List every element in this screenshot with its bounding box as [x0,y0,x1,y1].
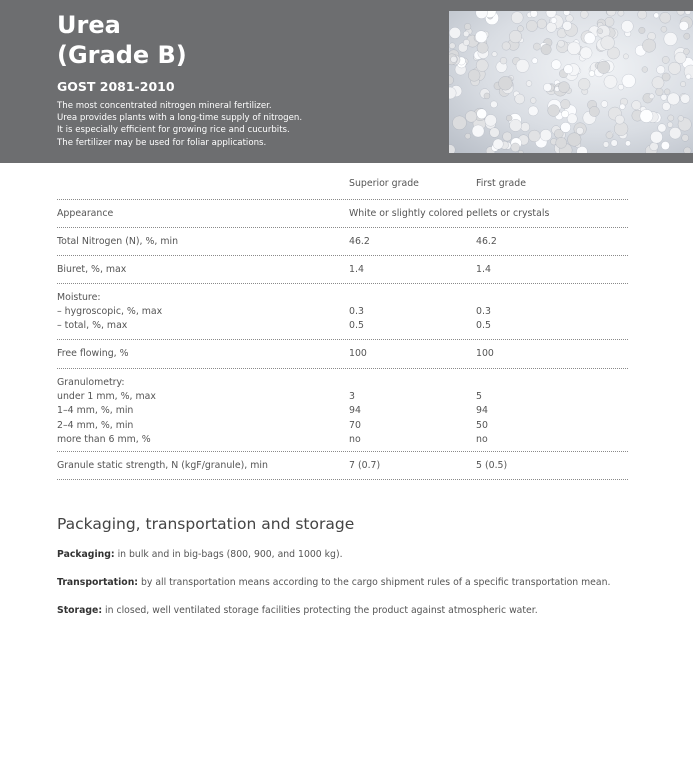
pellet-shape [625,141,630,146]
pellet-shape [601,36,615,50]
pellet-shape [511,143,520,152]
title-line-1: Urea [57,11,121,39]
pellet-shape [660,12,671,23]
pellet-shape [664,32,677,45]
pellet-shape [451,56,457,62]
urea-pellets-photo [449,11,693,153]
pellet-shape [468,70,480,82]
value-line: no [349,433,361,445]
pellet-shape [561,122,571,132]
pellet-shape [475,31,487,43]
value-first [476,376,488,447]
pellet-shape [679,21,688,30]
value-superior [349,376,361,447]
pellet-shape [580,47,592,59]
pellet-shape [604,75,617,88]
value-line: 46.2 [476,236,497,247]
pellet-shape [464,23,471,30]
pellet-shape [650,131,662,143]
pellet-shape [598,29,603,34]
value-line: 1.4 [349,264,364,275]
value-line [349,376,361,390]
description-line: It is especially efficient for growing rice and cucurbits. [57,125,290,136]
pellet-shape [563,21,572,30]
pellet-shape [490,128,500,138]
column-header-first: First grade [476,178,526,189]
pellet-shape [453,116,467,130]
value-line: 7 (0.7) [349,460,381,471]
pellet-shape [515,94,525,104]
pellet-shape [463,31,469,37]
packaging-text: in bulk and in big-bags (800, 900, and 1000 kg). [114,549,343,560]
pellet-shape [684,33,690,39]
pellet-shape [511,12,523,24]
pellet-shape [642,67,648,73]
pellet-shape [662,73,670,81]
pellet-shape [621,20,633,32]
description-line: The most concentrated nitrogen mineral fertilizer. [57,101,272,111]
row-label-line: Granulometry: [57,377,125,388]
pellet-shape [493,139,503,149]
pellet-shape [551,60,561,70]
table-row-biuret [57,255,628,284]
table-row-moisture [57,283,628,340]
value-first [476,263,491,277]
value-line: 5 [476,391,482,403]
pellet-shape [589,106,599,116]
pellet-shape [528,106,538,116]
pellet-shape [551,18,557,24]
pellet-shape [472,125,484,137]
pellet-shape [580,11,588,18]
pellet-shape [639,27,645,33]
value-first [476,291,491,334]
pellet-shape [611,140,618,147]
pellet-shape [682,134,689,141]
row-value-wide: White or slightly colored pellets or crystals [349,208,550,219]
value-line [349,291,364,305]
pellet-shape [449,43,455,49]
pellet-shape [603,142,609,148]
row-label-line: Total Nitrogen (N), %, min [57,236,179,247]
table-row-granule-strength [57,451,628,480]
pellet-shape [509,30,522,43]
row-label-line: Moisture: [57,292,101,303]
pellet-shape [506,115,512,121]
pellet-shape [521,122,530,131]
row-label-line: under 1 mm, %, max [57,391,156,403]
column-header-superior: Superior grade [349,178,419,189]
row-label-line: Free flowing, % [57,348,129,359]
pellet-shape [615,115,624,124]
pellet-shape [541,44,551,54]
transportation-paragraph [57,577,610,588]
pellet-shape [576,127,583,134]
title-line-2: (Grade B) [57,41,187,69]
pellet-shape [664,89,670,95]
pellet-shape [463,39,469,45]
pellet-shape [530,98,536,104]
value-line [476,291,491,305]
pellet-shape [667,122,673,128]
pellet-shape [640,109,653,122]
pellet-shape [449,27,460,38]
pellet-shape [605,17,614,26]
row-label-line: Granule static strength, N (kgF/granule), min [57,460,268,471]
row-label-line: more than 6 mm, % [57,433,151,445]
pellet-shape [606,132,613,139]
pellet-shape [563,11,570,16]
pellet-shape [578,78,590,90]
pellet-shape [500,57,507,64]
pellet-shape [546,22,556,32]
value-line: 5 (0.5) [476,460,508,471]
pellet-shape [669,127,681,139]
value-line: 1.4 [476,264,491,275]
row-label-line: – hygroscopic, %, max [57,306,163,318]
pellet-shape [499,76,513,90]
value-line: 94 [349,405,361,417]
pellet-shape [607,11,616,16]
packaging-paragraph [57,549,343,560]
pellet-shape [559,82,570,93]
pellet-shape [677,11,685,15]
pellet-shape [662,56,669,63]
pellet-shape [658,124,666,132]
row-label-line: – total, %, max [57,320,128,332]
pellet-shape [662,102,670,110]
pellet-shape [561,99,571,109]
pellet-shape [568,133,582,147]
value-superior [349,263,364,277]
pellet-shape [654,13,659,18]
pellet-shape [485,115,497,127]
pellet-shape [618,11,624,16]
row-label-line: Biuret, %, max [57,264,127,275]
value-first [476,347,494,361]
value-first [476,235,497,249]
value-line: 0.5 [349,320,364,332]
pellet-shape [449,145,455,153]
row-label [57,207,113,221]
pellet-shape [622,74,636,88]
pellet-shape [667,93,679,105]
table-bottom-divider [57,479,628,480]
value-line [476,376,488,390]
value-line: 46.2 [349,236,370,247]
table-row-granulometry [57,368,628,452]
row-label-line: Appearance [57,208,114,219]
value-superior [349,235,370,249]
row-label [57,459,268,473]
value-line: 100 [476,348,494,359]
table-row-free-flowing [57,339,628,368]
value-superior [349,459,380,473]
description-line: Urea provides plants with a long-time supply of nitrogen. [57,113,303,124]
pellet-shape [620,104,626,110]
row-label [57,291,162,334]
pellet-shape [490,101,497,108]
pellet-shape [597,61,610,74]
pellet-shape [548,105,560,117]
pellet-shape [530,11,537,17]
pellet-shape [675,52,686,63]
pellet-shape [684,147,691,153]
pellet-shape [642,39,655,52]
pellet-shape [668,115,674,121]
value-superior [349,347,367,361]
row-label [57,263,126,277]
packaging-label: Packaging: [57,549,115,560]
pellet-shape [526,81,532,87]
row-label [57,347,129,361]
value-line: 70 [349,419,361,431]
pellet-shape [477,109,487,119]
pellet-shape [680,81,685,86]
pellet-shape [543,83,551,91]
header-banner [0,0,693,163]
section-title: Packaging, transportation and storage [57,515,355,533]
pellet-shape [661,94,667,100]
pellet-shape [685,11,691,15]
pellet-shape [556,137,567,148]
pellet-shape [518,26,524,32]
pellet-shape [516,59,529,72]
value-superior [349,291,364,334]
storage-paragraph [57,605,538,616]
value-line: 0.5 [476,320,491,332]
pellet-shape [661,26,667,32]
pellet-shape [564,65,573,74]
pellet-shape [503,132,512,141]
pellet-shape [618,84,624,90]
pellet-shape [465,111,477,123]
pellet-shape [510,119,522,131]
table-row-appearance [57,199,628,228]
row-label [57,235,178,249]
pellet-shape [465,133,471,139]
pellet-shape [589,71,595,77]
storage-label: Storage: [57,605,103,616]
value-line: 94 [476,405,488,417]
pellet-shape [584,33,595,44]
pellet-shape [484,93,490,99]
pellet-shape [477,42,488,53]
pellet-shape [649,94,654,99]
pellet-shape [518,150,523,153]
row-label-line: 1–4 mm, %, min [57,405,134,417]
description-line: The fertilizer may be used for foliar applications. [57,137,267,148]
value-line: 0.3 [476,306,491,318]
storage-text: in closed, well ventilated storage facilities protecting the product against atmospheric water. [102,605,538,616]
pellet-shape [558,40,565,47]
pellet-shape [561,110,568,117]
pellet-shape [540,129,552,141]
row-label [57,376,156,447]
pellet-shape [537,19,547,29]
pellet-shape [678,116,684,122]
pellet-shape [601,101,608,108]
product-title [57,10,187,70]
pellet-shape [686,74,691,79]
pellet-shape [502,42,510,50]
value-line: 100 [349,348,367,359]
pellet-shape [533,43,540,50]
pellet-shape [526,20,537,31]
pellet-shape [638,11,647,19]
value-line: 0.3 [349,306,364,318]
transportation-label: Transportation: [57,577,139,588]
transportation-text: by all transportation means according to the cargo shipment rules of a specific transportation mean. [138,577,611,588]
pellet-shape [568,42,581,55]
product-description [57,100,302,149]
pellet-shape [449,76,454,85]
pellet-shape [661,141,669,149]
pellet-shape [532,58,538,64]
row-label-line: 2–4 mm, %, min [57,419,134,431]
pellet-shape [668,62,680,74]
pellet-shape [623,54,628,59]
value-line: no [476,433,488,445]
pellet-shape [657,66,665,74]
value-line: 3 [349,391,355,403]
pellet-shape [529,130,541,142]
pellet-shape [632,101,641,110]
value-line: 50 [476,419,488,431]
value-first [476,459,507,473]
standard-code: GOST 2081-2010 [57,79,175,94]
pellet-shape [492,52,497,57]
pellet-shape [681,94,690,103]
pellet-shape [476,59,488,71]
table-row-total-nitrogen [57,227,628,256]
